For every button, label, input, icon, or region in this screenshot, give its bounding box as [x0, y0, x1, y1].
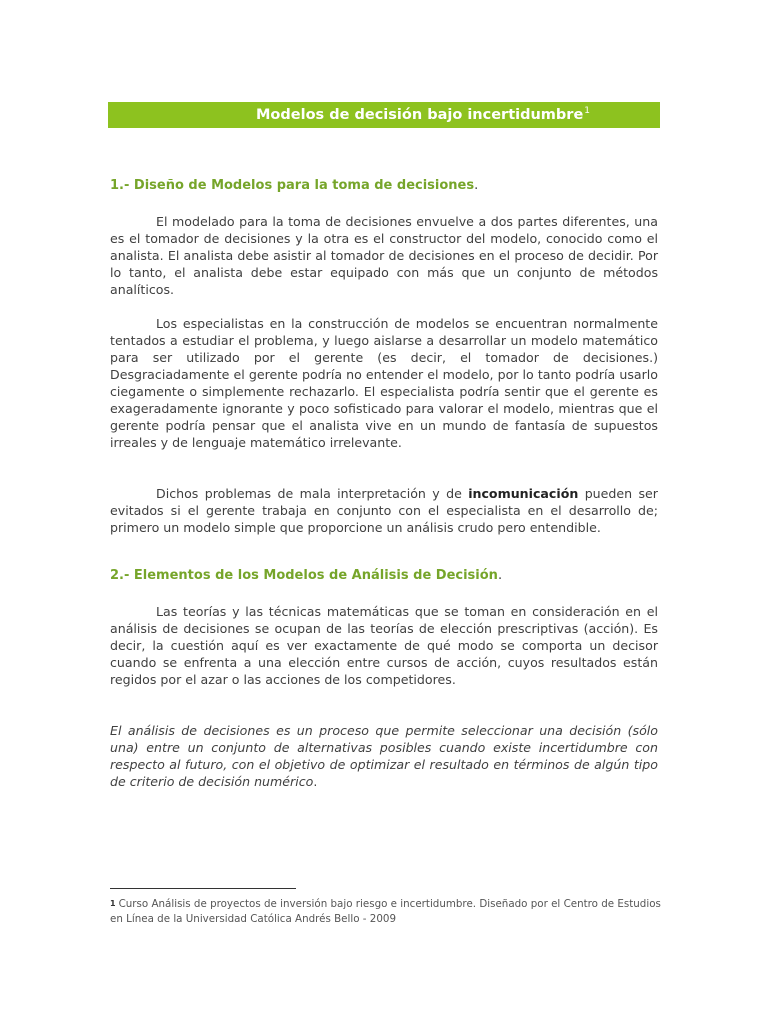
paragraph-text: pueden ser evitados si el gerente trabaja en conjunto con el especialista en el desarrollo de; primero un modelo simple que proporcione un análisis crudo pero entendible. [110, 486, 658, 535]
footnote-reference: 1 [584, 106, 591, 116]
document-title [256, 106, 590, 123]
section-1-paragraph-3 [110, 485, 658, 536]
document-title-text: Modelos de decisión bajo incertidumbre [256, 106, 584, 123]
section-1-heading-text: 1.- Diseño de Modelos para la toma de decisiones [110, 178, 475, 193]
section-2-paragraph-1: Las teorías y las técnicas matemáticas que se toman en consideración en el análisis de decisiones se ocupan de las teorías de elección prescriptivas (acción). Es decir, la cuestión aquí es ver exactamente de qué modo se comporta un decisor cuando se enfrenta a una elección entre cursos de acción, cuyos resultados están regidos por el azar o las acciones de los competidores. [110, 604, 658, 687]
document-title-bar [108, 102, 660, 128]
section-1-heading-period: . [474, 178, 479, 193]
footnote-mark: 1 [110, 899, 116, 908]
footnote-separator [110, 888, 296, 889]
section-2-definition-paragraph [110, 722, 658, 790]
footnote-text: Curso Análisis de proyectos de inversión bajo riesgo e incertidumbre. Diseñado por el Centro de Estudios en Línea de la Universidad Católica Andrés Bello - 2009 [110, 898, 661, 925]
section-1-heading [110, 178, 478, 193]
definition-text: El análisis de decisiones es un proceso que permite seleccionar una decisión (sólo una) entre un conjunto de alternativas posibles cuando existe incertidumbre con respecto al futuro, con el objetivo de optimizar el resultado en términos de algún tipo de criterio de decisión numérico [110, 723, 658, 789]
footnote [110, 896, 662, 927]
section-1-paragraph-2: Los especialistas en la construcción de modelos se encuentran normalmente tentados a estudiar el problema, y luego aislarse a desarrollar un modelo matemático para ser utilizado por el gerente (es decir, el tomador de decisiones.) Desgraciadamente el gerente podría no entender el modelo, por lo tanto podría usarlo ciegamente o simplemente rechazarlo. El especialista podría sentir que el gerente es exageradamente ignorante y poco sofisticado para valorar el modelo, mientras que el gerente podría pensar que el analista vive en un mundo de fantasía de supuestos irreales y de lenguaje matemático irrelevante. [110, 316, 658, 450]
definition-period: . [313, 774, 318, 789]
section-2-heading [110, 568, 502, 583]
section-1-paragraph-1: El modelado para la toma de decisiones envuelve a dos partes diferentes, una es el tomador de decisiones y la otra es el constructor del modelo, conocido como el analista. El analista debe asistir al tomador de decisiones en el proceso de decidir. Por lo tanto, el analista debe estar equipado con más que un conjunto de métodos analíticos. [110, 214, 658, 297]
paragraph-text: Dichos problemas de mala interpretación y de [156, 486, 469, 501]
section-2-heading-period: . [497, 568, 503, 583]
bold-term: incomunicación [468, 486, 579, 501]
section-2-heading-text: 2.- Elementos de los Modelos de Análisis de Decisión [110, 568, 498, 583]
